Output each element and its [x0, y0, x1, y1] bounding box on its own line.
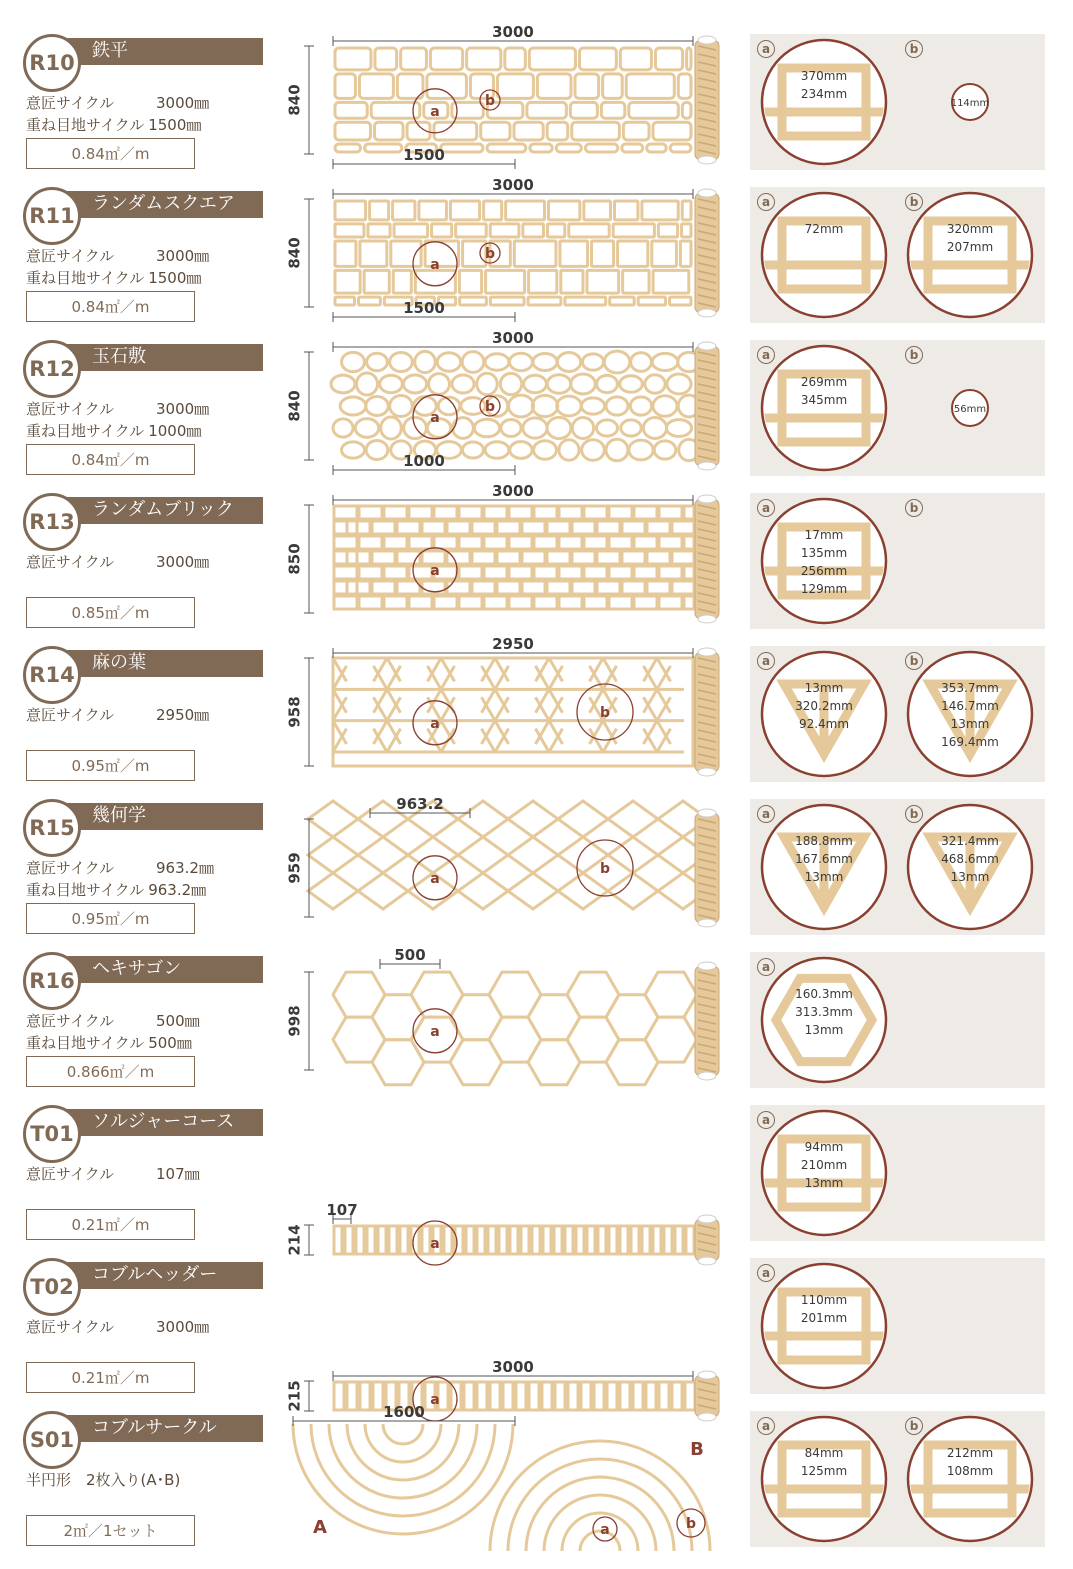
spec-label: 重ね目地サイクル	[26, 422, 145, 440]
zoom-marker-a	[413, 548, 457, 592]
product-header	[50, 38, 263, 65]
spec-value: 3000㎜	[156, 553, 210, 571]
product-header	[50, 956, 263, 983]
spec-label: 意匠サイクル	[26, 1012, 115, 1030]
width-dimension-label: 500	[394, 946, 426, 964]
svg-text:114mm: 114mm	[950, 98, 990, 109]
overlap-dimension-label: 1500	[403, 299, 445, 317]
spec-label: 半円形 2枚入り(A･B)	[26, 1471, 181, 1489]
width-dimension-label: 963.2	[396, 795, 444, 813]
dimension-label: 321.4mm	[941, 834, 999, 848]
detail-label-b: b	[905, 805, 923, 823]
pattern-drawing	[285, 635, 735, 799]
width-dimension-label: 3000	[492, 176, 534, 194]
dimension-label: 13mm	[804, 681, 844, 695]
width-dimension-label: 2950	[492, 635, 534, 653]
coverage-box: 0.21㎡／m	[26, 1209, 195, 1240]
coverage-box: 0.21㎡／m	[26, 1362, 195, 1393]
svg-text:a: a	[430, 562, 440, 579]
product-code-badge: S01	[23, 1411, 81, 1469]
product-header	[50, 1262, 263, 1289]
zoom-marker-a	[413, 242, 457, 286]
dimension-label: 212mm	[946, 1446, 994, 1460]
pattern-drawing	[285, 1403, 735, 1564]
coverage-box: 0.95㎡／m	[26, 903, 195, 934]
detail-panel	[750, 34, 1045, 170]
detail-label-a: a	[757, 652, 775, 670]
product-name: 玉石敷	[92, 346, 146, 367]
spec-value: 500㎜	[156, 1012, 200, 1030]
svg-text:a: a	[430, 715, 440, 732]
dimension-label: 169.4mm	[941, 735, 999, 749]
zoom-detail-a	[762, 1111, 886, 1235]
overlap-dimension-label: 1500	[403, 146, 445, 164]
spec-label: 意匠サイクル	[26, 706, 115, 724]
product-code-badge: R14	[23, 646, 81, 704]
spec-line-2	[26, 879, 206, 900]
dimension-label: 313.3mm	[795, 1005, 853, 1019]
spec-line-2	[26, 420, 201, 441]
zoom-marker-a	[413, 856, 457, 900]
product-row-r12	[0, 329, 1073, 493]
zoom-marker-b	[480, 396, 500, 416]
dimension-label: 84mm	[804, 1446, 844, 1460]
detail-panel	[750, 646, 1045, 782]
product-header	[50, 1415, 263, 1442]
detail-label-a: a	[757, 346, 775, 364]
spec-line-1	[26, 92, 210, 113]
coverage-box: 0.84㎡／m	[26, 291, 195, 322]
width-dimension-label: 3000	[492, 1358, 534, 1376]
height-dimension-label: 215	[285, 1380, 304, 1412]
product-name: ヘキサゴン	[92, 958, 182, 979]
height-dimension-label: 958	[285, 696, 304, 728]
dimension-label: 234mm	[800, 87, 848, 101]
spec-line-2	[26, 1032, 192, 1053]
coverage-box: 0.95㎡／m	[26, 750, 195, 781]
svg-text:a: a	[430, 1236, 440, 1252]
coverage-box: 2㎡／1セット	[26, 1515, 195, 1546]
svg-text:a: a	[430, 256, 440, 273]
zoom-detail-a	[762, 193, 886, 317]
tile-pattern	[331, 351, 700, 461]
pattern-drawing	[285, 795, 735, 952]
detail-label-a: a	[757, 499, 775, 517]
product-header	[50, 191, 263, 218]
dimension-label: 110mm	[800, 1293, 848, 1307]
product-name: ランダムブリック	[92, 499, 234, 520]
pattern-drawing	[285, 482, 735, 646]
detail-label-a: a	[757, 805, 775, 823]
height-dimension	[304, 352, 314, 460]
zoom-marker-a	[593, 1517, 617, 1541]
spec-label: 重ね目地サイクル	[26, 116, 145, 134]
pattern-drawing	[285, 946, 735, 1105]
height-dimension-label: 959	[285, 852, 304, 884]
spec-line-1	[26, 857, 214, 878]
product-name: コブルヘッダー	[92, 1264, 218, 1285]
product-row-r16	[0, 946, 1073, 1105]
zoom-marker-a	[413, 1009, 457, 1053]
roller-icon	[695, 36, 719, 164]
pattern-drawing	[285, 176, 735, 340]
detail-label-b: b	[905, 499, 923, 517]
spec-label: 意匠サイクル	[26, 400, 115, 418]
dimension-label: 269mm	[800, 375, 848, 389]
zoom-detail-b	[908, 805, 1032, 929]
spec-value: 963.2㎜	[156, 859, 214, 877]
dimension-label: 13mm	[804, 870, 844, 884]
dimension-label: 256mm	[800, 564, 848, 578]
dimension-label: 320.2mm	[795, 699, 853, 713]
zoom-detail-a	[762, 346, 886, 470]
product-code-badge: R13	[23, 493, 81, 551]
zoom-detail-b	[951, 84, 990, 120]
dimension-label: 13mm	[950, 717, 990, 731]
dimension-label: 201mm	[800, 1311, 848, 1325]
detail-label-b: b	[905, 193, 923, 211]
product-row-r13	[0, 482, 1073, 646]
svg-text:b: b	[484, 246, 496, 262]
height-dimension-label: 840	[285, 84, 304, 116]
product-name: 鉄平	[92, 40, 128, 61]
dimension-label: 135mm	[800, 546, 848, 560]
product-code-badge: R10	[23, 34, 81, 92]
spec-line-2	[26, 114, 201, 135]
spec-label: 重ね目地サイクル	[26, 1034, 145, 1052]
height-dimension-label: 840	[285, 237, 304, 269]
tile-pattern	[335, 201, 691, 305]
product-row-r15	[0, 795, 1073, 952]
tile-pattern	[333, 658, 693, 766]
svg-text:b: b	[599, 705, 611, 721]
detail-label-a: a	[757, 958, 775, 976]
dimension-label: 188.8mm	[795, 834, 853, 848]
coverage-box: 0.84㎡／m	[26, 444, 195, 475]
detail-label-a: a	[757, 40, 775, 58]
product-code-badge: T02	[23, 1258, 81, 1316]
spec-label: 意匠サイクル	[26, 1318, 115, 1336]
dimension-label: 94mm	[804, 1140, 844, 1154]
spec-label: 重ね目地サイクル	[26, 881, 145, 899]
tile-pattern	[334, 1226, 694, 1254]
spec-value: 1500㎜	[148, 269, 202, 287]
zoom-detail-b	[908, 193, 1032, 317]
product-header	[50, 497, 263, 524]
pattern-drawing	[285, 1258, 735, 1411]
product-header	[50, 344, 263, 371]
coverage-box: 0.866㎡／m	[26, 1056, 195, 1087]
spec-line-2	[26, 267, 201, 288]
svg-text:b: b	[685, 1516, 697, 1532]
spec-label: 重ね目地サイクル	[26, 269, 145, 287]
height-dimension	[304, 505, 314, 613]
piece-label-a: A	[313, 1517, 327, 1538]
dimension-label: 320mm	[946, 222, 994, 236]
dimension-label: 92.4mm	[798, 717, 850, 731]
roller-icon	[695, 342, 719, 470]
svg-text:a: a	[430, 103, 440, 120]
detail-panel	[750, 187, 1045, 323]
detail-label-b: b	[905, 40, 923, 58]
spec-value: 3000㎜	[156, 1318, 210, 1336]
spec-line-1	[26, 704, 210, 725]
width-dimension-label: 3000	[492, 329, 534, 347]
detail-label-a: a	[757, 1417, 775, 1435]
product-row-s01	[0, 1403, 1073, 1564]
detail-panel	[750, 1411, 1045, 1547]
height-dimension-label: 214	[285, 1224, 304, 1256]
zoom-detail-a	[762, 1264, 886, 1388]
piece-label-b: B	[690, 1439, 704, 1460]
detail-label-b: b	[905, 1417, 923, 1435]
spec-value: 107㎜	[156, 1165, 200, 1183]
product-code-badge: R16	[23, 952, 81, 1010]
detail-panel	[750, 1105, 1045, 1241]
detail-panel	[750, 1258, 1045, 1394]
height-dimension	[304, 46, 314, 154]
dimension-label: 370mm	[800, 69, 848, 83]
zoom-detail-a	[762, 40, 886, 164]
product-name: ランダムスクエア	[92, 193, 235, 214]
svg-text:a: a	[430, 870, 440, 887]
product-name: 幾何学	[92, 805, 146, 826]
zoom-detail-a	[762, 1417, 886, 1541]
detail-label-a: a	[757, 1111, 775, 1129]
detail-label-b: b	[905, 652, 923, 670]
spec-label: 意匠サイクル	[26, 553, 115, 571]
spec-line-1	[26, 1469, 180, 1490]
roller-icon	[695, 809, 719, 927]
spec-line-1	[26, 1010, 200, 1031]
spec-label: 意匠サイクル	[26, 247, 115, 265]
svg-text:a: a	[600, 1522, 610, 1538]
dimension-label: 13mm	[804, 1176, 844, 1190]
spec-label: 意匠サイクル	[26, 1165, 115, 1183]
svg-text:a: a	[430, 409, 440, 426]
product-header	[50, 803, 263, 830]
coverage-box: 0.85㎡／m	[26, 597, 195, 628]
dimension-label: 125mm	[800, 1464, 848, 1478]
product-row-t01	[0, 1105, 1073, 1258]
height-dimension-label: 998	[285, 1005, 304, 1037]
height-dimension	[304, 972, 314, 1070]
dimension-label: 167.6mm	[795, 852, 853, 866]
spec-value: 3000㎜	[156, 94, 210, 112]
height-dimension	[304, 819, 314, 917]
zoom-detail-a	[762, 958, 886, 1082]
detail-panel	[750, 493, 1045, 629]
spec-line-1	[26, 1316, 210, 1337]
dimension-label: 17mm	[804, 528, 844, 542]
height-dimension-label: 850	[285, 543, 304, 575]
product-name: 麻の葉	[92, 652, 146, 673]
height-dimension	[304, 1225, 314, 1255]
width-dimension-label: 3000	[492, 23, 534, 41]
spec-value: 500㎜	[148, 1034, 192, 1052]
product-header	[50, 1109, 263, 1136]
zoom-detail-b	[908, 1417, 1032, 1541]
spec-label: 意匠サイクル	[26, 859, 115, 877]
svg-text:b: b	[484, 93, 496, 109]
spec-value: 2950㎜	[156, 706, 210, 724]
zoom-detail-a	[762, 805, 886, 929]
spec-value: 3000㎜	[156, 400, 210, 418]
pattern-drawing	[285, 23, 735, 187]
tile-pattern	[335, 48, 691, 152]
product-code-badge: R15	[23, 799, 81, 857]
tile-pattern	[333, 972, 697, 1085]
product-code-badge: T01	[23, 1105, 81, 1163]
width-dimension-label: 107	[326, 1201, 358, 1219]
height-dimension	[304, 199, 314, 307]
dimension-label: 353.7mm	[941, 681, 999, 695]
dimension-label: 72mm	[804, 222, 844, 236]
spec-line-1	[26, 551, 210, 572]
zoom-detail-a	[762, 499, 886, 623]
detail-panel	[750, 340, 1045, 476]
tile-pattern	[334, 506, 694, 609]
zoom-marker-b	[480, 90, 500, 110]
dimension-label: 207mm	[946, 240, 994, 254]
zoom-detail-b	[908, 652, 1032, 776]
roller-icon	[695, 495, 719, 623]
product-header	[50, 650, 263, 677]
height-dimension	[304, 658, 314, 766]
roller-icon	[695, 962, 719, 1080]
width-dimension-label: 1600	[383, 1403, 425, 1421]
detail-panel	[750, 799, 1045, 935]
height-dimension	[304, 1381, 314, 1411]
product-row-r11	[0, 176, 1073, 340]
spec-value: 3000㎜	[156, 247, 210, 265]
spec-line-1	[26, 1163, 200, 1184]
detail-panel	[750, 952, 1045, 1088]
dimension-label: 108mm	[946, 1464, 994, 1478]
product-name: ソルジャーコース	[92, 1111, 235, 1132]
zoom-marker-b	[480, 243, 500, 263]
roller-icon	[695, 189, 719, 317]
detail-label-a: a	[757, 193, 775, 211]
svg-text:a: a	[430, 1392, 440, 1408]
tile-pattern	[308, 801, 708, 909]
height-dimension-label: 840	[285, 390, 304, 422]
product-row-r10	[0, 23, 1073, 187]
zoom-detail-a	[762, 652, 886, 776]
spec-value: 963.2㎜	[148, 881, 207, 899]
zoom-detail-b	[952, 390, 988, 426]
pattern-drawing	[285, 1105, 735, 1258]
dimension-label: 468.6mm	[941, 852, 999, 866]
svg-text:56mm: 56mm	[953, 404, 987, 415]
pattern-drawing	[285, 329, 735, 493]
spec-line-1	[26, 245, 210, 266]
dimension-label: 210mm	[800, 1158, 848, 1172]
dimension-label: 146.7mm	[941, 699, 999, 713]
roller-icon	[695, 648, 719, 776]
dimension-label: 13mm	[950, 870, 990, 884]
detail-label-b: b	[905, 346, 923, 364]
dimension-label: 160.3mm	[795, 987, 853, 1001]
spec-value: 1500㎜	[148, 116, 202, 134]
spec-label: 意匠サイクル	[26, 94, 115, 112]
product-name: コブルサークル	[92, 1417, 217, 1438]
svg-text:b: b	[484, 399, 496, 415]
dimension-label: 129mm	[800, 582, 848, 596]
dimension-label: 13mm	[804, 1023, 844, 1037]
product-row-r14	[0, 635, 1073, 799]
spec-value: 1000㎜	[148, 422, 202, 440]
detail-label-a: a	[757, 1264, 775, 1282]
dimension-label: 345mm	[800, 393, 848, 407]
spec-line-1	[26, 398, 210, 419]
product-row-t02	[0, 1258, 1073, 1411]
product-code-badge: R11	[23, 187, 81, 245]
overlap-dimension-label: 1000	[403, 452, 445, 470]
svg-text:b: b	[599, 861, 611, 877]
width-dimension-label: 3000	[492, 482, 534, 500]
product-code-badge: R12	[23, 340, 81, 398]
svg-text:a: a	[430, 1023, 440, 1040]
coverage-box: 0.84㎡／m	[26, 138, 195, 169]
